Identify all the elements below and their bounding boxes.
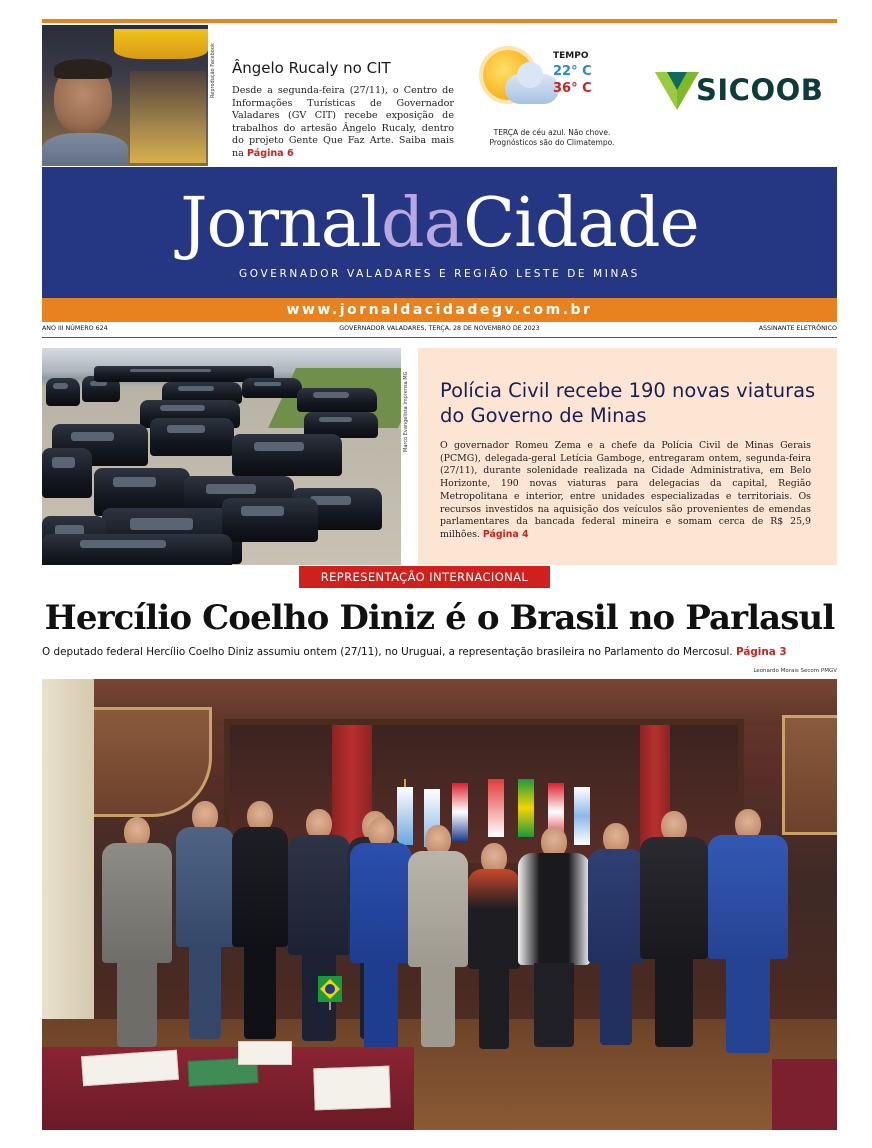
police-page-link[interactable]: Página 4 <box>482 528 529 540</box>
newspaper-title[interactable] <box>42 184 837 264</box>
person <box>408 825 468 1047</box>
person-hair-shape <box>54 59 112 79</box>
teaser-title[interactable]: Ângelo Rucaly no CIT <box>232 59 391 77</box>
sicoob-logo-text[interactable]: SICOOB <box>696 73 824 107</box>
person <box>176 801 234 1039</box>
cloud-icon <box>505 74 559 104</box>
person <box>350 817 412 1049</box>
police-car <box>222 498 318 542</box>
balcony-shape <box>782 715 837 835</box>
police-car <box>42 448 92 498</box>
parlasul-group-photo[interactable] <box>42 679 837 1130</box>
weather-note: TERÇA de céu azul. Não chove. Prognósticos são do Climatempo. <box>489 128 615 147</box>
tent-shape <box>114 29 208 59</box>
main-photo-credit: Leonardo Morais Secom PMGV <box>753 668 837 674</box>
paper-shape <box>238 1041 292 1065</box>
divider <box>42 337 837 338</box>
paper-shape <box>313 1066 390 1111</box>
title-da: da <box>381 184 464 263</box>
temperature-min: 22° C <box>553 64 592 79</box>
police-car <box>46 378 80 406</box>
teaser-photo[interactable] <box>42 25 208 166</box>
police-article-text <box>440 440 811 542</box>
temperature-max: 36° C <box>553 81 592 96</box>
weather-label: TEMPO <box>553 51 589 61</box>
craft-stall-shape <box>130 71 206 163</box>
sicoob-logo-icon[interactable] <box>655 72 699 110</box>
main-lede-text: O deputado federal Hercílio Coelho Diniz assumiu ontem (27/11), no Uruguai, a representação brasileira no Parlamento do Mercosul. <box>42 646 737 658</box>
section-kicker: REPRESENTAÇÃO INTERNACIONAL <box>299 566 550 588</box>
person-shirt-shape <box>42 133 128 166</box>
teaser-text <box>232 85 454 161</box>
teaser-body: Desde a segunda-feira (27/11), o Centro de Informações Turísticas de Governador Valadares (GV CIT) recebe exposição de trabalhos do artesão Ângelo Rucaly, dentro do projeto Gente Que Faz Arte. Saiba mais na <box>232 85 454 159</box>
police-car <box>150 418 234 456</box>
masthead <box>42 167 837 298</box>
police-car <box>297 388 377 412</box>
police-article-body: O governador Romeu Zema e a chefe da Polícia Civil de Minas Gerais (PCMG), delegada-geral Letícia Gamboge, entregaram ontem, segunda-feira (27/11), durante solenidade realizada na Cidade Administrativa, em Belo Horizonte, 190 novas viaturas para delegacias da capital, Região Metropolitana e interior, entre unidades especializadas e territoriais. Os recursos investidos na aquisição dos veículos são provenientes de emendas parlamentares da bancada federal mineira e somam cerca de R$ 25,9 milhões. <box>440 440 811 540</box>
police-car <box>42 534 232 565</box>
dateline: GOVERNADOR VALADARES, TERÇA, 28 DE NOVEMBRO DE 2023 <box>339 325 540 332</box>
main-lede <box>42 645 837 659</box>
main-page-link[interactable]: Página 3 <box>736 646 787 658</box>
person <box>708 809 788 1053</box>
person <box>232 801 288 1039</box>
flag-shape <box>488 779 504 837</box>
police-car <box>232 434 342 476</box>
person <box>518 827 590 1047</box>
top-rule <box>42 19 837 23</box>
police-cars-photo[interactable] <box>42 348 401 565</box>
brazil-flag-icon <box>318 976 342 1010</box>
title-jornal: Jornal <box>180 184 382 263</box>
subscription-label: ASSINANTE ELETRÔNICO <box>758 325 837 332</box>
person <box>102 817 172 1047</box>
police-car <box>242 378 302 398</box>
person <box>588 823 644 1045</box>
url-bar <box>42 298 837 322</box>
table-shape <box>772 1059 837 1130</box>
edition-line <box>42 325 837 337</box>
main-headline[interactable]: Hercílio Coelho Diniz é o Brasil no Parlasul <box>44 598 835 638</box>
edition-number: ANO III NÚMERO 624 <box>42 325 108 332</box>
teaser-page-link[interactable]: Página 6 <box>246 147 294 159</box>
person <box>640 811 708 1047</box>
police-photo-credit: Marco Evangelista Imprensa MG <box>403 371 409 452</box>
masthead-subtitle: GOVERNADOR VALADARES E REGIÃO LESTE DE MINAS <box>239 268 640 280</box>
website-link[interactable]: www.jornaldacidadegv.com.br <box>286 302 593 318</box>
person <box>468 843 520 1049</box>
title-cidade: Cidade <box>463 184 699 263</box>
police-article-title[interactable]: Polícia Civil recebe 190 novas viaturas do Governo de Minas <box>440 379 816 427</box>
teaser-photo-credit: Reprodução Facebook <box>210 43 216 98</box>
